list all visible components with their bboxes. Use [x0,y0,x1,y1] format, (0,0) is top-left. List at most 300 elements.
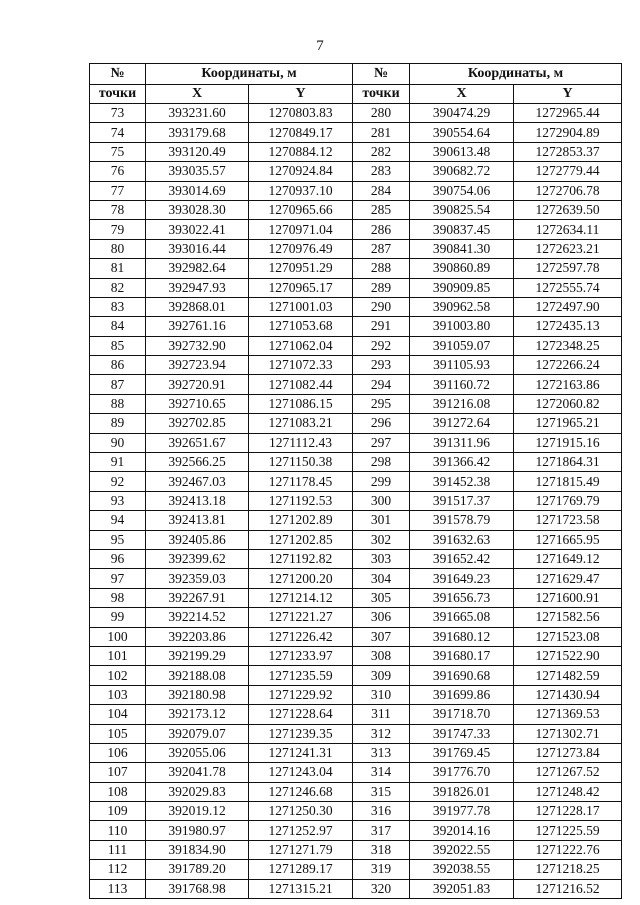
point-number-cell: 85 [90,336,146,355]
point-number-cell: 307 [353,627,410,646]
x-coordinate-cell: 391216.08 [410,394,514,413]
point-number-cell: 296 [353,414,410,433]
x-coordinate-cell: 391578.79 [410,511,514,530]
y-coordinate-cell: 1271192.53 [249,491,353,510]
x-coordinate-cell: 392014.16 [410,821,514,840]
y-coordinate-cell: 1272497.90 [514,297,622,316]
y-coordinate-cell: 1271228.64 [249,705,353,724]
x-coordinate-cell: 392467.03 [146,472,249,491]
table-row [90,782,622,801]
y-coordinate-cell: 1272348.25 [514,336,622,355]
table-row [90,763,622,782]
point-number-cell: 104 [90,705,146,724]
y-coordinate-cell: 1272266.24 [514,356,622,375]
point-number-cell: 84 [90,317,146,336]
x-coordinate-cell: 392180.98 [146,685,249,704]
page-number: 7 [316,38,324,54]
y-coordinate-cell: 1271072.33 [249,356,353,375]
x-coordinate-cell: 392041.78 [146,763,249,782]
point-number-cell: 310 [353,685,410,704]
point-number-cell: 281 [353,123,410,142]
point-number-cell: 282 [353,142,410,161]
point-number-cell: 98 [90,588,146,607]
y-coordinate-cell: 1271600.91 [514,588,622,607]
table-row [90,104,622,123]
point-number-cell: 93 [90,491,146,510]
point-number-cell: 305 [353,588,410,607]
x-coordinate-cell: 390962.58 [410,297,514,316]
x-coordinate-cell: 391699.86 [410,685,514,704]
point-number-cell: 81 [90,259,146,278]
x-coordinate-cell: 392720.91 [146,375,249,394]
table-row [90,491,622,510]
header-point-left: точки [90,85,146,104]
point-number-cell: 314 [353,763,410,782]
x-coordinate-cell: 392055.06 [146,743,249,762]
point-number-cell: 292 [353,336,410,355]
point-number-cell: 313 [353,743,410,762]
y-coordinate-cell: 1271252.97 [249,821,353,840]
y-coordinate-cell: 1271218.25 [514,860,622,879]
header-x-right: X [410,85,514,104]
y-coordinate-cell: 1271815.49 [514,472,622,491]
point-number-cell: 87 [90,375,146,394]
point-number-cell: 107 [90,763,146,782]
y-coordinate-cell: 1271369.53 [514,705,622,724]
y-coordinate-cell: 1271221.27 [249,608,353,627]
x-coordinate-cell: 391366.42 [410,453,514,472]
x-coordinate-cell: 392188.08 [146,666,249,685]
point-number-cell: 303 [353,549,410,568]
y-coordinate-cell: 1271248.42 [514,782,622,801]
x-coordinate-cell: 391769.45 [410,743,514,762]
y-coordinate-cell: 1271228.17 [514,802,622,821]
x-coordinate-cell: 391718.70 [410,705,514,724]
point-number-cell: 309 [353,666,410,685]
point-number-cell: 287 [353,239,410,258]
x-coordinate-cell: 391656.73 [410,588,514,607]
point-number-cell: 86 [90,356,146,375]
x-coordinate-cell: 392947.93 [146,278,249,297]
point-number-cell: 319 [353,860,410,879]
x-coordinate-cell: 392199.29 [146,646,249,665]
x-coordinate-cell: 393028.30 [146,200,249,219]
point-number-cell: 88 [90,394,146,413]
x-coordinate-cell: 391768.98 [146,879,249,898]
table-row [90,840,622,859]
table-row [90,860,622,879]
y-coordinate-cell: 1270965.66 [249,200,353,219]
y-coordinate-cell: 1272163.86 [514,375,622,394]
y-coordinate-cell: 1270965.17 [249,278,353,297]
point-number-cell: 311 [353,705,410,724]
table-row [90,394,622,413]
point-number-cell: 108 [90,782,146,801]
x-coordinate-cell: 391977.78 [410,802,514,821]
x-coordinate-cell: 392203.86 [146,627,249,646]
table-row [90,879,622,898]
table-row [90,259,622,278]
point-number-cell: 315 [353,782,410,801]
header-x-left: X [146,85,249,104]
y-coordinate-cell: 1271665.95 [514,530,622,549]
table-row [90,220,622,239]
y-coordinate-cell: 1272965.44 [514,104,622,123]
point-number-cell: 99 [90,608,146,627]
table-row [90,666,622,685]
y-coordinate-cell: 1271053.68 [249,317,353,336]
table-row [90,646,622,665]
x-coordinate-cell: 393016.44 [146,239,249,258]
x-coordinate-cell: 390682.72 [410,162,514,181]
y-coordinate-cell: 1271649.12 [514,549,622,568]
x-coordinate-cell: 391776.70 [410,763,514,782]
table-row [90,530,622,549]
y-coordinate-cell: 1271250.30 [249,802,353,821]
table-row [90,802,622,821]
x-coordinate-cell: 393022.41 [146,220,249,239]
x-coordinate-cell: 391059.07 [410,336,514,355]
y-coordinate-cell: 1271246.68 [249,782,353,801]
y-coordinate-cell: 1272597.78 [514,259,622,278]
x-coordinate-cell: 391311.96 [410,433,514,452]
point-number-cell: 89 [90,414,146,433]
y-coordinate-cell: 1272435.13 [514,317,622,336]
x-coordinate-cell: 391105.93 [410,356,514,375]
point-number-cell: 110 [90,821,146,840]
header-coords-right: Координаты, м [410,64,622,85]
x-coordinate-cell: 392359.03 [146,569,249,588]
y-coordinate-cell: 1271216.52 [514,879,622,898]
y-coordinate-cell: 1271150.38 [249,453,353,472]
table-row [90,162,622,181]
point-number-cell: 112 [90,860,146,879]
point-number-cell: 91 [90,453,146,472]
x-coordinate-cell: 392566.25 [146,453,249,472]
y-coordinate-cell: 1271267.52 [514,763,622,782]
y-coordinate-cell: 1271273.84 [514,743,622,762]
x-coordinate-cell: 392761.16 [146,317,249,336]
point-number-cell: 298 [353,453,410,472]
point-number-cell: 297 [353,433,410,452]
y-coordinate-cell: 1271214.12 [249,588,353,607]
table-row [90,724,622,743]
x-coordinate-cell: 390474.29 [410,104,514,123]
table-row [90,453,622,472]
x-coordinate-cell: 391980.97 [146,821,249,840]
y-coordinate-cell: 1271233.97 [249,646,353,665]
table-body [90,104,622,899]
x-coordinate-cell: 391690.68 [410,666,514,685]
point-number-cell: 74 [90,123,146,142]
table-row [90,627,622,646]
x-coordinate-cell: 391517.37 [410,491,514,510]
x-coordinate-cell: 391652.42 [410,549,514,568]
point-number-cell: 308 [353,646,410,665]
y-coordinate-cell: 1271082.44 [249,375,353,394]
table-row [90,608,622,627]
y-coordinate-cell: 1271062.04 [249,336,353,355]
y-coordinate-cell: 1270971.04 [249,220,353,239]
table-row [90,511,622,530]
point-number-cell: 101 [90,646,146,665]
y-coordinate-cell: 1272639.50 [514,200,622,219]
x-coordinate-cell: 392038.55 [410,860,514,879]
y-coordinate-cell: 1271239.35 [249,724,353,743]
y-coordinate-cell: 1271289.17 [249,860,353,879]
point-number-cell: 109 [90,802,146,821]
y-coordinate-cell: 1271482.59 [514,666,622,685]
point-number-cell: 76 [90,162,146,181]
point-number-cell: 312 [353,724,410,743]
x-coordinate-cell: 390909.85 [410,278,514,297]
y-coordinate-cell: 1271965.21 [514,414,622,433]
point-number-cell: 73 [90,104,146,123]
y-coordinate-cell: 1271235.59 [249,666,353,685]
point-number-cell: 83 [90,297,146,316]
point-number-cell: 291 [353,317,410,336]
table-row [90,375,622,394]
table-row [90,588,622,607]
point-number-cell: 106 [90,743,146,762]
x-coordinate-cell: 392413.18 [146,491,249,510]
point-number-cell: 75 [90,142,146,161]
point-number-cell: 306 [353,608,410,627]
point-number-cell: 77 [90,181,146,200]
header-row-top [90,64,622,85]
x-coordinate-cell: 391680.17 [410,646,514,665]
table-row [90,200,622,219]
x-coordinate-cell: 391272.64 [410,414,514,433]
coordinates-table [89,63,622,899]
x-coordinate-cell: 392051.83 [410,879,514,898]
point-number-cell: 78 [90,200,146,219]
x-coordinate-cell: 392868.01 [146,297,249,316]
header-coords-left: Координаты, м [146,64,353,85]
point-number-cell: 289 [353,278,410,297]
y-coordinate-cell: 1272779.44 [514,162,622,181]
x-coordinate-cell: 391649.23 [410,569,514,588]
x-coordinate-cell: 392029.83 [146,782,249,801]
x-coordinate-cell: 391680.12 [410,627,514,646]
x-coordinate-cell: 393120.49 [146,142,249,161]
header-row-bottom [90,85,622,104]
point-number-cell: 92 [90,472,146,491]
x-coordinate-cell: 391834.90 [146,840,249,859]
point-number-cell: 94 [90,511,146,530]
point-number-cell: 105 [90,724,146,743]
y-coordinate-cell: 1271229.92 [249,685,353,704]
y-coordinate-cell: 1271200.20 [249,569,353,588]
y-coordinate-cell: 1271202.89 [249,511,353,530]
table-row [90,685,622,704]
point-number-cell: 111 [90,840,146,859]
table-row [90,278,622,297]
point-number-cell: 302 [353,530,410,549]
y-coordinate-cell: 1271315.21 [249,879,353,898]
y-coordinate-cell: 1271001.03 [249,297,353,316]
y-coordinate-cell: 1271522.90 [514,646,622,665]
table-row [90,433,622,452]
point-number-cell: 299 [353,472,410,491]
y-coordinate-cell: 1271243.04 [249,763,353,782]
point-number-cell: 288 [353,259,410,278]
x-coordinate-cell: 390754.06 [410,181,514,200]
y-coordinate-cell: 1271430.94 [514,685,622,704]
table-row [90,297,622,316]
header-point-right: точки [353,85,410,104]
y-coordinate-cell: 1271629.47 [514,569,622,588]
y-coordinate-cell: 1271241.31 [249,743,353,762]
point-number-cell: 102 [90,666,146,685]
point-number-cell: 293 [353,356,410,375]
x-coordinate-cell: 391747.33 [410,724,514,743]
point-number-cell: 283 [353,162,410,181]
table-row [90,705,622,724]
x-coordinate-cell: 393014.69 [146,181,249,200]
y-coordinate-cell: 1270951.29 [249,259,353,278]
table-row [90,356,622,375]
point-number-cell: 316 [353,802,410,821]
x-coordinate-cell: 390825.54 [410,200,514,219]
y-coordinate-cell: 1271582.56 [514,608,622,627]
x-coordinate-cell: 391003.80 [410,317,514,336]
table-row [90,569,622,588]
y-coordinate-cell: 1272706.78 [514,181,622,200]
table-row [90,123,622,142]
y-coordinate-cell: 1271523.08 [514,627,622,646]
point-number-cell: 301 [353,511,410,530]
x-coordinate-cell: 391789.20 [146,860,249,879]
y-coordinate-cell: 1270924.84 [249,162,353,181]
point-number-cell: 304 [353,569,410,588]
y-coordinate-cell: 1271202.85 [249,530,353,549]
y-coordinate-cell: 1272623.21 [514,239,622,258]
x-coordinate-cell: 392710.65 [146,394,249,413]
x-coordinate-cell: 390860.89 [410,259,514,278]
x-coordinate-cell: 391826.01 [410,782,514,801]
y-coordinate-cell: 1271723.58 [514,511,622,530]
y-coordinate-cell: 1271225.59 [514,821,622,840]
table-row [90,336,622,355]
point-number-cell: 300 [353,491,410,510]
y-coordinate-cell: 1271083.21 [249,414,353,433]
y-coordinate-cell: 1271769.79 [514,491,622,510]
table-row [90,181,622,200]
point-number-cell: 286 [353,220,410,239]
point-number-cell: 80 [90,239,146,258]
y-coordinate-cell: 1272555.74 [514,278,622,297]
table-row [90,317,622,336]
y-coordinate-cell: 1271915.16 [514,433,622,452]
x-coordinate-cell: 392405.86 [146,530,249,549]
point-number-cell: 280 [353,104,410,123]
y-coordinate-cell: 1270849.17 [249,123,353,142]
y-coordinate-cell: 1270937.10 [249,181,353,200]
point-number-cell: 317 [353,821,410,840]
y-coordinate-cell: 1270803.83 [249,104,353,123]
point-number-cell: 294 [353,375,410,394]
y-coordinate-cell: 1272853.37 [514,142,622,161]
y-coordinate-cell: 1271192.82 [249,549,353,568]
x-coordinate-cell: 392982.64 [146,259,249,278]
y-coordinate-cell: 1271112.43 [249,433,353,452]
x-coordinate-cell: 392732.90 [146,336,249,355]
table-row [90,549,622,568]
header-num-right: № [353,64,410,85]
point-number-cell: 103 [90,685,146,704]
x-coordinate-cell: 392022.55 [410,840,514,859]
table-row [90,414,622,433]
y-coordinate-cell: 1270884.12 [249,142,353,161]
table-row [90,142,622,161]
x-coordinate-cell: 392413.81 [146,511,249,530]
y-coordinate-cell: 1271086.15 [249,394,353,413]
x-coordinate-cell: 391452.38 [410,472,514,491]
x-coordinate-cell: 392651.67 [146,433,249,452]
point-number-cell: 290 [353,297,410,316]
point-number-cell: 96 [90,549,146,568]
point-number-cell: 285 [353,200,410,219]
header-num-left: № [90,64,146,85]
table-row [90,743,622,762]
x-coordinate-cell: 392267.91 [146,588,249,607]
x-coordinate-cell: 390841.30 [410,239,514,258]
x-coordinate-cell: 393231.60 [146,104,249,123]
y-coordinate-cell: 1271864.31 [514,453,622,472]
x-coordinate-cell: 392214.52 [146,608,249,627]
y-coordinate-cell: 1271226.42 [249,627,353,646]
y-coordinate-cell: 1272904.89 [514,123,622,142]
point-number-cell: 284 [353,181,410,200]
x-coordinate-cell: 392702.85 [146,414,249,433]
point-number-cell: 95 [90,530,146,549]
y-coordinate-cell: 1271178.45 [249,472,353,491]
x-coordinate-cell: 391632.63 [410,530,514,549]
y-coordinate-cell: 1272634.11 [514,220,622,239]
x-coordinate-cell: 390554.64 [410,123,514,142]
x-coordinate-cell: 392079.07 [146,724,249,743]
x-coordinate-cell: 392173.12 [146,705,249,724]
point-number-cell: 100 [90,627,146,646]
x-coordinate-cell: 392723.94 [146,356,249,375]
x-coordinate-cell: 391160.72 [410,375,514,394]
x-coordinate-cell: 393035.57 [146,162,249,181]
x-coordinate-cell: 390837.45 [410,220,514,239]
point-number-cell: 97 [90,569,146,588]
header-y-right: Y [514,85,622,104]
point-number-cell: 113 [90,879,146,898]
y-coordinate-cell: 1271271.79 [249,840,353,859]
y-coordinate-cell: 1271222.76 [514,840,622,859]
table-row [90,821,622,840]
point-number-cell: 79 [90,220,146,239]
x-coordinate-cell: 391665.08 [410,608,514,627]
y-coordinate-cell: 1271302.71 [514,724,622,743]
point-number-cell: 82 [90,278,146,297]
point-number-cell: 90 [90,433,146,452]
x-coordinate-cell: 390613.48 [410,142,514,161]
point-number-cell: 295 [353,394,410,413]
table-row [90,239,622,258]
y-coordinate-cell: 1272060.82 [514,394,622,413]
table-row [90,472,622,491]
x-coordinate-cell: 392019.12 [146,802,249,821]
x-coordinate-cell: 392399.62 [146,549,249,568]
point-number-cell: 318 [353,840,410,859]
header-y-left: Y [249,85,353,104]
x-coordinate-cell: 393179.68 [146,123,249,142]
